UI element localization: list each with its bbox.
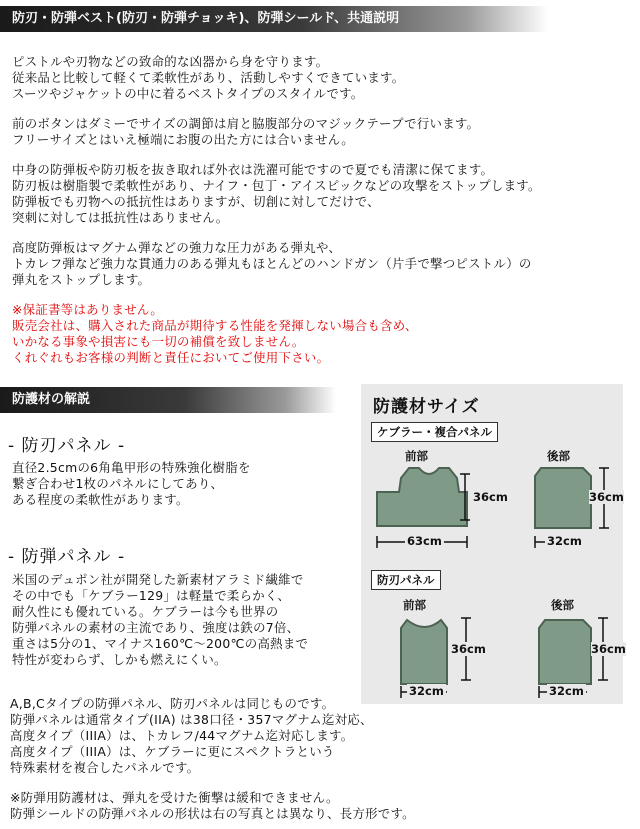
intro-paragraph-2: 前のボタンはダミーでサイズの調節は肩と脇腹部分のマジックテープで行います。 フリーサイズとはいえ極端にお腹の出た方には合いません。 xyxy=(12,116,480,147)
intro-paragraph-3: 中身の防弾板や防刃板を抜き取れば外衣は洗濯可能ですので夏でも清潔に保てます。 防刃板は樹脂製で柔軟性があり、ナイフ・包丁・アイスピックなどの攻撃をストップします。 防弾板でも刃物への抵抗性はありますが、切創に対してだけで、 突刺に対しては抵抗性はありません。 xyxy=(12,162,541,225)
figure-title: 防護材サイズ xyxy=(373,397,480,417)
panel-size-figure xyxy=(361,384,626,704)
ballistic-panel-text: 米国のデュポン社が開発した新素材アラミド繊維で その中でも「ケブラー129」は軽量で柔らかく、 耐久性にも優れている。ケブラーは今も世界の 防弾パネルの素材の主流であり、強度は鉄の7倍、 重さは5分の1、マイナス160℃〜200℃の高熱まで 特性が変わらず、しかも燃えにくい。 xyxy=(12,572,309,667)
notes-text: ※防弾用防護材は、弾丸を受けた衝撃は緩和できません。 防弾シールドの防弾パネルの形状は右の写真とは異なり、長方形です。 xyxy=(10,790,415,821)
dim-32cm-blade-back: 32cm xyxy=(549,684,584,698)
section-header-materials-text: 防護材の解説 xyxy=(12,392,91,407)
dim-36cm-kevlar-front: 36cm xyxy=(473,490,508,504)
kevlar-back-label: 後部 xyxy=(547,449,570,463)
dim-32cm-blade-front: 32cm xyxy=(409,684,444,698)
dim-36cm-blade-back: 36cm xyxy=(591,642,626,656)
dim-36cm-blade-front: 36cm xyxy=(451,642,486,656)
blade-front-label: 前部 xyxy=(403,598,426,612)
blade-back-panel-shape xyxy=(539,620,591,684)
section-header-vest xyxy=(0,6,548,32)
section-header-materials xyxy=(0,387,336,413)
blade-panel-text: 直径2.5cmの6角亀甲形の特殊強化樹脂を 繋ぎ合わせ1枚のパネルにしてあり、 ある程度の柔軟性があります。 xyxy=(12,460,251,507)
dim-36cm-kevlar-back: 36cm xyxy=(589,490,624,504)
kevlar-back-panel-shape xyxy=(535,468,591,528)
section-header-vest-text: 防刃・防弾ベスト(防刃・防弾チョッキ)、防弾シールド、共通説明 xyxy=(12,11,400,26)
ballistic-panel-title: - 防弾パネル - xyxy=(8,547,126,567)
panel-types-text: A,B,Cタイプの防弾パネル、防刃パネルは同じものです。 防弾パネルは通常タイプ(IIA) は38口径・357マグナム迄対応、 高度タイプ（IIIA）は、トカレフ/44マグナム迄対応します。 高度タイプ（IIIA）は、ケブラーに更にスペクトラという 特殊素材を複合したパネルです。 xyxy=(10,696,373,775)
blade-panel-title: - 防刃パネル - xyxy=(8,436,126,456)
warning-paragraph: ※保証書等はありません。 販売会社は、購入された商品が期待する性能を発揮しない場合も含め、 いかなる事象や損害にも一切の補償を致しません。 くれぐれもお客様の判断と責任においてご使用下さい。 xyxy=(12,302,418,365)
kevlar-front-label: 前部 xyxy=(405,449,428,463)
kevlar-panel-label: ケブラー・複合パネル xyxy=(371,422,498,442)
blade-back-label: 後部 xyxy=(551,598,574,612)
kevlar-front-panel-shape xyxy=(377,468,467,526)
dim-32cm-kevlar-back: 32cm xyxy=(547,534,582,548)
intro-paragraph-4: 高度防弾板はマグナム弾などの強力な圧力がある弾丸や、 トカレフ弾など強力な貫通力のある弾丸もほとんどのハンドガン（片手で撃つピストル）の 弾丸をストップします。 xyxy=(12,240,532,287)
blade-front-panel-shape xyxy=(401,620,447,684)
dim-63cm: 63cm xyxy=(407,534,442,548)
intro-paragraph-1: ピストルや刃物などの致命的な凶器から身を守ります。 従来品と比較して軽くて柔軟性があり、活動しやすくできています。 スーツやジャケットの中に着るベストタイプのスタイルです。 xyxy=(12,54,405,101)
blade-panel-label: 防刃パネル xyxy=(371,570,441,590)
